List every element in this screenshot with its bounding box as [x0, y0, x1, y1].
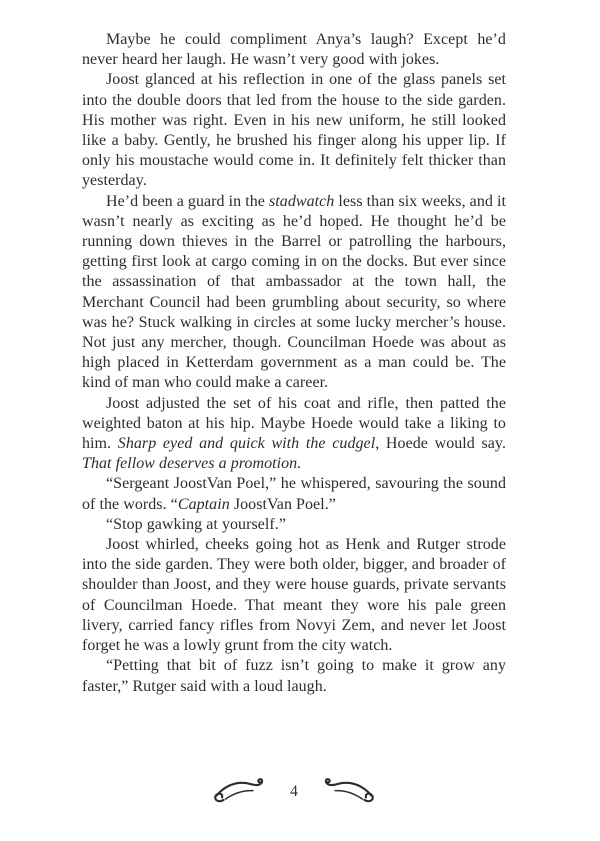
page-number: 4 — [290, 783, 298, 801]
paragraph — [82, 70, 506, 191]
paragraph — [82, 192, 506, 394]
text-run: “Sergeant JoostVan Poel,” he whispered, savouring the sound of the words. “ — [82, 475, 506, 513]
body-text — [82, 30, 506, 697]
italic-text-run: stadwatch — [269, 192, 335, 210]
italic-text-run: Captain — [177, 495, 230, 513]
text-run: Joost whirled, cheeks going hot as Henk and Rutger strode into the side garden. They were both older, bigger, and broader of shoulder than Joost, and they were house guards, private servants of Councilman Hoede. That meant they wore his pale green livery, carried fancy rifles from Novyi Zem, and never let Joost forget he was a lowly grunt from the city watch. — [82, 536, 506, 655]
paragraph — [82, 515, 506, 535]
paragraph — [82, 474, 506, 514]
text-run: He’d been a guard in the — [106, 192, 269, 210]
page-footer — [82, 776, 506, 803]
text-run: , Hoede would say. — [375, 435, 506, 453]
paragraph — [82, 656, 506, 696]
paragraph — [82, 30, 506, 70]
text-run: less than six weeks, and it wasn’t nearly as exciting as he’d hoped. He thought he’d be running down thieves in the Barrel or patrolling the harbours, getting first look at cargo coming in on the docks. But ever since the assassination of that ambassador at the town hall, the Merchant Council had been grumbling about security, so where was he? Stuck walking in circles at some lucky mercher’s house. Not just any mercher, though. Councilman Hoede was about as high placed in Ketterdam government as a man could be. The kind of man who could make a career. — [82, 192, 506, 392]
flourish-swirl-icon — [212, 776, 266, 803]
text-run: “Petting that bit of fuzz isn’t going to make it grow any faster,” Rutger said with a loud laugh. — [82, 657, 506, 695]
text-run: “Stop gawking at yourself.” — [106, 515, 286, 533]
text-run: Joost glanced at his reflection in one of the glass panels set into the double doors that led from the house to the side garden. His mother was right. Even in his new uniform, he still looked like a baby. Gently, he brushed his finger along his upper lip. If only his moustache would come in. It definitely felt thicker than yesterday. — [82, 71, 506, 190]
italic-text-run: Sharp eyed and quick with the cudgel — [117, 435, 376, 453]
paragraph — [82, 394, 506, 475]
text-run: Maybe he could compliment Anya’s laugh? Except he’d never heard her laugh. He wasn’t very good with jokes. — [82, 31, 506, 69]
paragraph — [82, 535, 506, 656]
flourish-swirl-icon — [322, 776, 376, 803]
text-run: Joost adjusted the set of his coat and rifle, then patted the weighted baton at his hip. Maybe Hoede would take a liking to him. — [82, 394, 506, 453]
italic-text-run: That fellow deserves a promotion. — [82, 455, 302, 473]
text-run: JoostVan Poel.” — [229, 495, 336, 513]
